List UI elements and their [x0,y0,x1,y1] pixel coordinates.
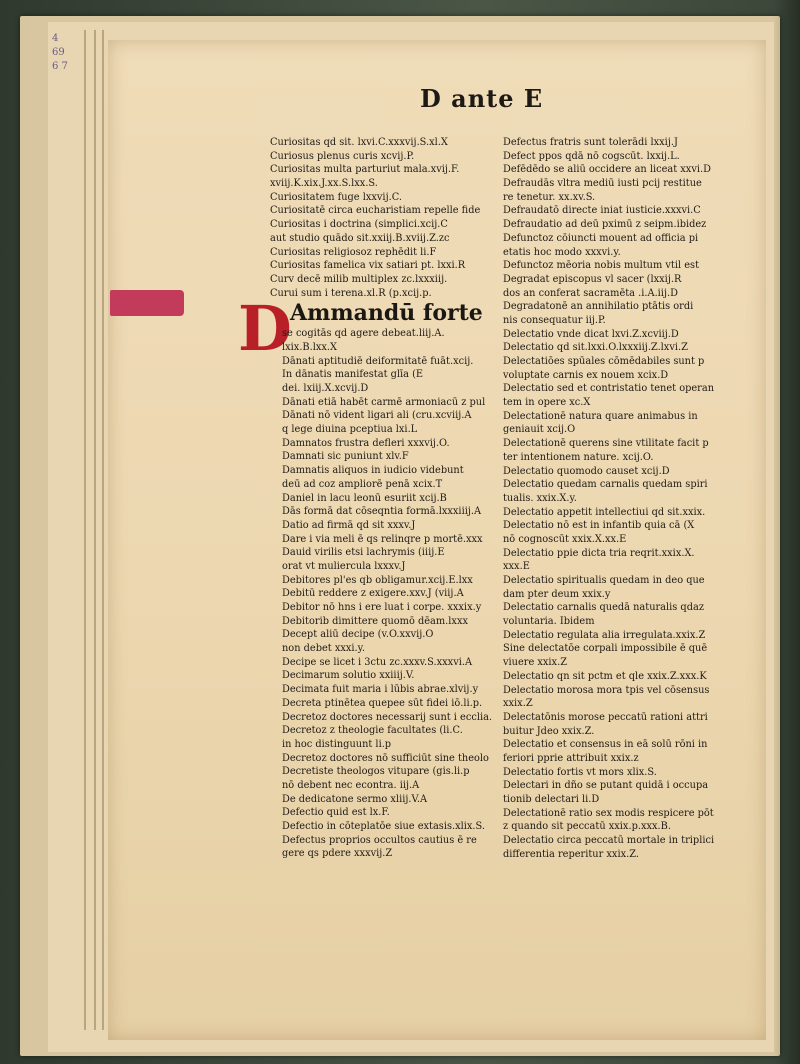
index-entry: Delectatio morosa mora tpis vel cōsensus [503,684,710,696]
index-entry: Decretoz doctores necessarij sunt i ecclia. [282,711,493,723]
index-entry: nō cognoscūt xxix.X.xx.E [503,533,627,545]
index-entry: Defectio in cōteplatōe siue extasis.xlix.S. [282,821,486,832]
index-entry: Delectatio quomodo causet xcij.D [503,465,670,477]
index-entry: Curv decē milib multiplex zc.lxxxiij. [270,273,448,285]
left-column [270,136,502,861]
index-entry: Decretiste theologos vitupare (gis.li.p [282,766,470,778]
index-entry: nis consequatur iij.P. [503,314,606,326]
index-entry: Dānati etiā habēt carmē armoniacū z pul [282,396,486,408]
index-entry: buitur Jdeo xxix.Z. [503,725,595,737]
index-entry: Delectatōnis morose peccatū rationi attri [503,711,708,723]
index-entry: Delectationē querens sine vtilitate facit p [503,438,709,450]
index-entry: tualis. xxix.X.y. [503,492,577,504]
index-entry: Datio ad firmā qd sit xxxv.J [282,519,416,531]
index-entry: gere qs pdere xxxvij.Z [282,848,393,860]
index-entry: Curiositas religiosoz rephēdit li.F [270,246,437,258]
index-entry: Defectio quid est lx.F. [282,807,390,819]
index-entry: Delectatio qd sit.lxxi.O.lxxxiij.Z.lxvi.Z [503,342,688,354]
index-entry: Curiositatem fuge lxxvij.C. [270,191,402,203]
index-entry: Sine delectatōe corpali impossibile ē quē [503,643,708,655]
index-entry: dei. lxiij.X.xcvij.D [282,383,369,394]
index-entry: Defect ppos qdā nō cogscūt. lxxij.L. [503,150,680,162]
index-entry: Defraudatio ad deū pximū z seipm.ibidez [503,219,707,231]
index-entry: Debitorib dimittere quomō dēam.lxxx [282,615,468,627]
index-entry: lxix.B.lxx.X [282,341,338,353]
index-entry: Decimata fuit maria i lūbis abrae.xlvij.y [282,684,479,696]
index-entry: voluntaria. Ibidem [503,616,595,628]
index-entry: Defraudās vltra mediū iusti pcij restitue [503,178,702,190]
index-entry: Daniel in lacu leonū esuriit xcij.B [282,492,447,504]
index-entry: tem in opere xc.X [503,397,591,409]
index-entry: tionib delectari li.D [503,794,600,805]
index-entry: feriori pprie attribuit xxix.z [503,752,639,764]
index-entry: Defēdēdo se aliū occidere an liceat xxvi.D [503,164,711,176]
index-entry: Defraudatō directe iniat iusticie.xxxvi.C [503,205,701,217]
index-entry: Debitor nō hns i ere luat i corpe. xxxix.y [282,602,482,613]
index-entry: Delectationē ratio sex modis respicere pōt [503,807,714,819]
index-entry: deū ad coz ampliorē penā xcix.T [282,478,443,490]
index-entry: Decipe se licet i 3ctu zc.xxxv.S.xxxvi.A [282,656,473,668]
index-entry: Curiositas qd sit. lxvi.C.xxxvij.S.xl.X [270,137,448,148]
index-entry: Decreta ptinētea quepee sūt fidei iō.li.p. [282,697,483,709]
index-entry: in hoc distinguunt li.p [282,738,392,750]
index-entry: Delectatio circa peccatū mortale in triplici [503,835,715,847]
index-entry: xviij.K.xix.J.xx.S.lxx.S. [270,178,378,190]
index-entry: Degradat episcopus vl sacer (lxxij.R [503,273,682,285]
red-bookmark-tab [110,290,184,316]
index-entry: Delectatiōes spūales cōmēdabiles sunt p [503,356,705,367]
right-column-entries [503,136,735,861]
index-entry: re tenetur. xx.xv.S. [503,191,596,203]
index-entry: Delectatio appetit intellectiui qd sit.xxix. [503,506,706,518]
index-entry: Decretoz z theologie facultates (li.C. [282,725,463,737]
index-entry: Curiosus plenus curis xcvij.P. [270,150,415,162]
index-entry: Delectationē natura quare animabus in [503,410,698,422]
index-entry: dos an conferat sacramēta .i.A.iij.D [503,287,678,299]
index-entry: De dedicatone sermo xliij.V.A [282,793,428,805]
index-entry: Delectatio quedam carnalis quedam spiri [503,479,708,491]
index-entry: Dauid virilis etsi lachrymis (iiij.E [282,547,445,559]
right-column [503,136,735,861]
index-entry: non debet xxxi.y. [282,643,365,655]
index-entry: Curiositas i doctrina (simplici.xcij.C [270,219,448,231]
index-entry: Delectatio sed et contristatio tenet operan [503,383,715,395]
index-entry: In dānatis manifestat glīa (E [282,369,424,381]
index-entry: orat vt muliercula lxxxv.J [282,560,406,572]
index-entry: Delectatio vnde dicat lxvi.Z.xcviij.D [503,328,679,340]
index-entry: Curiositas famelica vix satiari pt. lxxi.R [270,260,466,272]
index-entry: Delectatio regulata alia irregulata.xxix.Z [503,629,706,641]
index-entry: Delectari in dño se putant quidā i occupa [503,780,709,792]
index-entry: Defunctoz cōiuncti mouent ad officia pi [503,232,699,244]
index-entry: Damnatos frustra defleri xxxvij.O. [282,437,450,449]
index-entry: Debitores pl'es qb obligamur.xcij.E.lxx [282,574,473,586]
index-entry: viuere xxix.Z [503,657,568,669]
index-entry: Delectatio et consensus in eā solū rōni in [503,739,708,751]
index-entry: Curiositatē circa eucharistiam repelle fide [270,205,481,217]
index-entry: Curiositas multa parturiut mala.xvij.F. [270,164,460,176]
index-entry: nō debent nec econtra. iij.A [282,779,420,791]
index-entry: Defunctoz mēoria nobis multum vtil est [503,260,700,272]
left-column-entries-a [270,136,502,300]
index-entry: Dānati nō vident ligari ali (cru.xcviij.A [282,410,472,422]
index-entry: Decretoz doctores nō sufficiūt sine theolo [282,752,489,764]
index-entry: aut studio quādo sit.xxiij.B.xviij.Z.zc [270,232,450,244]
index-entry: Decept aliū decipe (v.O.xxvij.O [282,629,434,641]
index-entry: Delectatio ppie dicta tria reqrit.xxix.X. [503,547,695,559]
index-entry: Defectus fratris sunt tolerādi lxxij.J [503,137,678,148]
index-entry: Delectatio fortis vt mors xlix.S. [503,766,657,778]
index-entry: Debitū reddere z exigere.xxv.J (viij.A [282,588,464,600]
section-heading: Ammandū forte [290,300,483,327]
page-edge [84,30,86,1030]
running-head: D ante E [420,84,544,113]
index-entry: se cogitās qd agere debeat.liij.A. [282,328,445,340]
index-entry: Decimarum solutio xxiiij.V. [282,670,415,682]
index-entry: Defectus proprios occultos cautius ē re [282,834,477,846]
index-entry: ter intentionem nature. xcij.O. [503,451,654,463]
index-entry: Dās formā dat cōseqntia formā.lxxxiiij.A [282,506,482,518]
margin-annotation: 4 69 6 7 [52,33,68,72]
index-entry: Dare i via meli ē qs relinqre p mortē.xxx [282,533,483,545]
index-entry: Damnatis aliquos in iudicio videbunt [282,465,464,477]
edge-shadow [774,0,800,1064]
index-entry: Delectatio nō est in infantib quia cā (X [503,520,695,532]
index-entry: Dānati aptitudiē deiformitatē fuāt.xcij. [282,355,474,367]
left-column-entries-b [270,327,502,861]
index-entry: etatis hoc modo xxxvi.y. [503,246,621,258]
index-entry: voluptate carnis ex nouem xcix.D [503,369,669,381]
index-entry: dam pter deum xxix.y [503,588,611,600]
index-entry: z quando sit peccatū xxix.p.xxx.B. [503,821,671,833]
page-edge [102,30,104,1030]
index-entry: Curui sum i terena.xl.R (p.xcij.p. [270,287,432,299]
index-entry: Degradatonē an annihilatio ptātis ordi [503,301,694,313]
red-initial-letter: D [238,292,292,365]
page-edge [94,30,96,1030]
index-entry: Delectatio carnalis quedā naturalis qdaz [503,602,704,614]
index-entry: geniauit xcij.O [503,424,576,436]
index-entry: differentia reperitur xxix.Z. [503,848,639,860]
index-entry: Damnati sic puniunt xlv.F [282,451,409,463]
index-entry: xxx.E [503,561,530,573]
index-entry: xxix.Z [503,698,533,710]
index-entry: q lege diuina pceptiua lxi.L [282,424,418,436]
index-entry: Delectatio qn sit pctm et qle xxix.Z.xxx.K [503,670,707,682]
index-entry: Delectatio spiritualis quedam in deo que [503,575,705,586]
